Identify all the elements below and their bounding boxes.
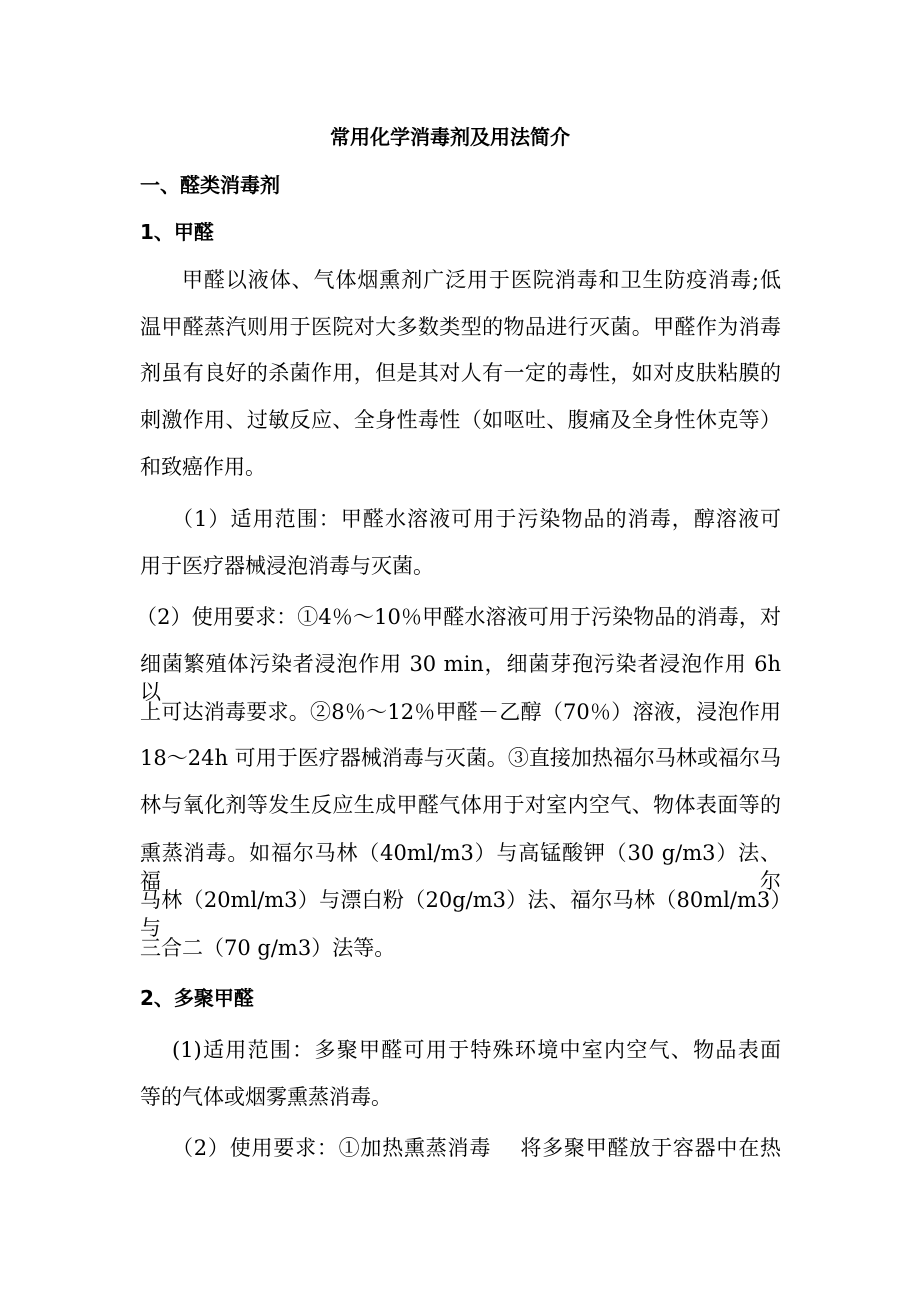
paragraph-line: 18～24h 可用于医疗器械消毒与灭菌。③直接加热福尔马林或福尔马 (140, 746, 781, 770)
paragraph-line: 甲醛以液体、气体烟熏剂广泛用于医院消毒和卫生防疫消毒;低 (182, 268, 781, 292)
paragraph-line: 剂虽有良好的杀菌作用，但是其对人有一定的毒性，如对皮肤粘膜的 (140, 361, 781, 385)
paragraph-line: 等的气体或烟雾熏蒸消毒。 (140, 1085, 392, 1109)
paragraph-line: （2）使用要求：①加热熏蒸消毒 将多聚甲醛放于容器中在热 (172, 1136, 781, 1160)
section-heading: 一、醛类消毒剂 (140, 173, 280, 197)
paragraph-line: 用于医疗器械浸泡消毒与灭菌。 (140, 554, 434, 578)
paragraph-line: 和致癌作用。 (140, 455, 266, 479)
paragraph-line: 上可达消毒要求。②8％～12％甲醛－乙醇（70％）溶液，浸泡作用 (140, 700, 781, 724)
paragraph-line: (1)适用范围：多聚甲醛可用于特殊环境中室内空气、物品表面 (172, 1038, 781, 1062)
paragraph-line: （1）适用范围：甲醛水溶液可用于污染物品的消毒，醇溶液可 (172, 507, 781, 531)
paragraph-line: 刺激作用、过敏反应、全身性毒性（如呕吐、腹痛及全身性休克等） (140, 408, 781, 432)
paragraph-line: 三合二（70 g/m3）法等。 (140, 936, 396, 960)
paragraph-line: 细菌繁殖体污染者浸泡作用 30 min，细菌芽孢污染者浸泡作用 6h 以 (140, 652, 781, 704)
paragraph-line: 温甲醛蒸汽则用于医院对大多数类型的物品进行灭菌。甲醛作为消毒 (140, 315, 781, 339)
subsection-heading: 2、多聚甲醛 (140, 986, 254, 1010)
paragraph-line: 熏蒸消毒。如福尔马林（40ml/m3）与高锰酸钾（30 g/m3）法、福尔 (140, 841, 781, 893)
subsection-heading: 1、甲醛 (140, 220, 214, 244)
paragraph-line: 马林（20ml/m3）与漂白粉（20g/m3）法、福尔马林（80ml/m3）与 (140, 888, 781, 940)
paragraph-line: （2）使用要求：①4％～10％甲醛水溶液可用于污染物品的消毒，对 (136, 605, 781, 629)
paragraph-line: 林与氧化剂等发生反应生成甲醛气体用于对室内空气、物体表面等的 (140, 793, 781, 817)
page-title: 常用化学消毒剂及用法简介 (330, 125, 570, 149)
